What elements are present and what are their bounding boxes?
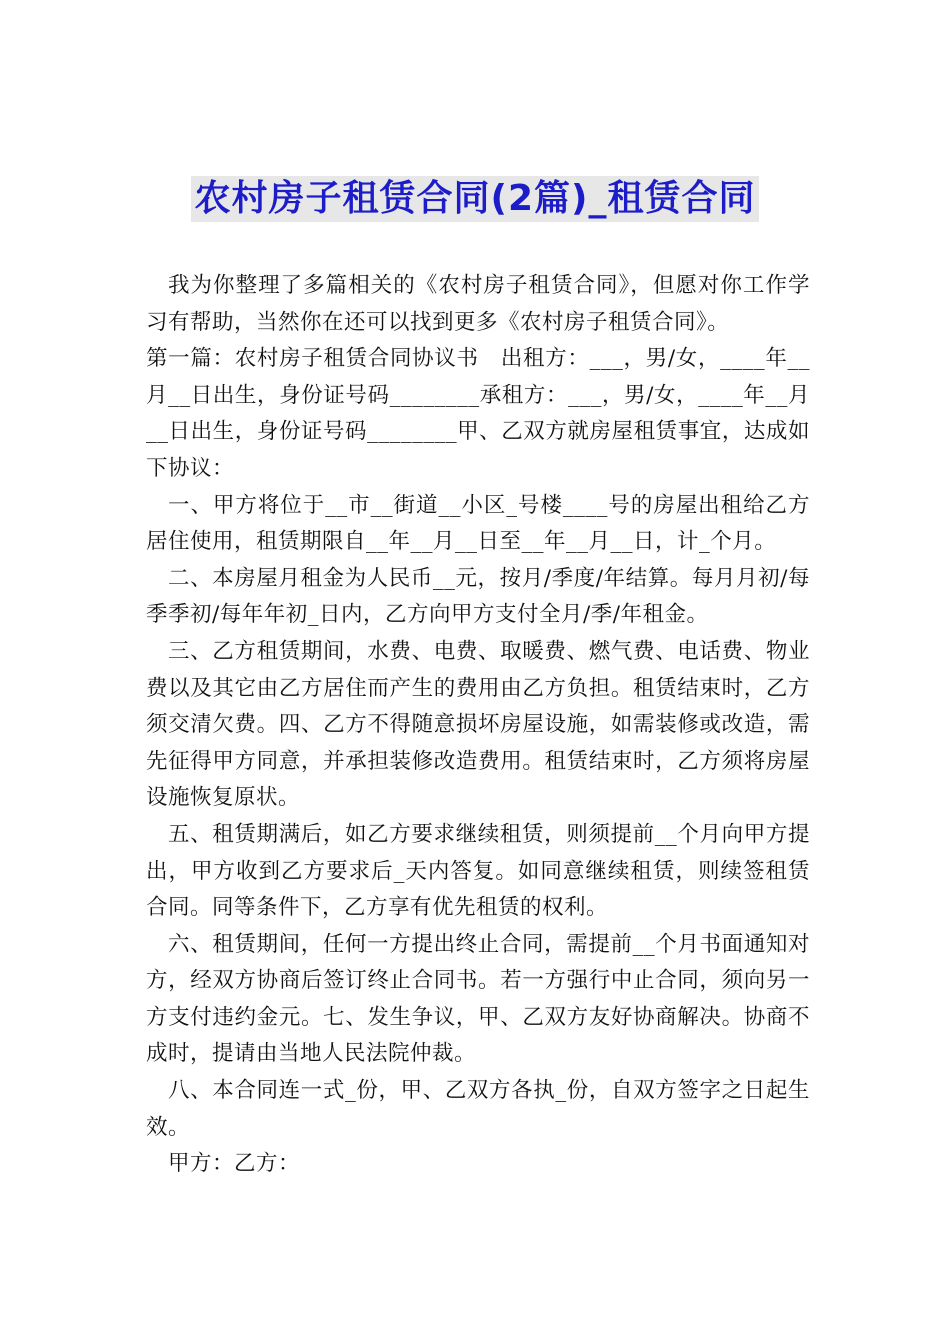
clause-eight-paragraph: 八、本合同连一式_份，甲、乙双方各执_份，自双方签字之日起生效。 bbox=[146, 1078, 810, 1140]
title-container bbox=[0, 176, 950, 222]
clause-two-paragraph: 二、本房屋月租金为人民币__元，按月/季度/年结算。每月月初/每季季初/每年年初_日内，乙方向甲方支付全月/季/年租金。 bbox=[146, 565, 810, 628]
intro-paragraph: 我为你整理了多篇相关的《农村房子租赁合同》，但愿对你工作学习有帮助，当然你在还可以找到更多《农村房子租赁合同》。 bbox=[146, 273, 810, 335]
clause-six-seven-paragraph: 六、租赁期间，任何一方提出终止合同，需提前__个月书面通知对方，经双方协商后签订终止合同书。若一方强行中止合同，须向另一方支付违约金元。七、发生争议，甲、乙双方友好协商解决。协商不成时，提请由当地人民法院仲裁。 bbox=[146, 931, 810, 1067]
section-one-header-paragraph: 第一篇：农村房子租赁合同协议书 出租方：___，男/女，____年__月__日出生，身份证号码________承租方：___，男/女，____年__月__日出生，身份证号码________甲、乙双方就房屋租赁事宜，达成如下协议： bbox=[146, 346, 810, 481]
signature-line: 甲方：乙方： bbox=[168, 1151, 301, 1177]
document-body bbox=[146, 268, 810, 1183]
document-title: 农村房子租赁合同(2篇)_租赁合同 bbox=[191, 176, 760, 222]
clause-three-four-paragraph: 三、乙方租赁期间，水费、电费、取暖费、燃气费、电话费、物业费以及其它由乙方居住而产生的费用由乙方负担。租赁结束时，乙方须交清欠费。四、乙方不得随意损坏房屋设施，如需装修或改造，需先征得甲方同意，并承担装修改造费用。租赁结束时，乙方须将房屋设施恢复原状。 bbox=[146, 638, 810, 811]
clause-one-paragraph: 一、甲方将位于__市__街道__小区_号楼____号的房屋出租给乙方居住使用，租赁期限自__年__月__日至__年__月__日，计_个月。 bbox=[146, 492, 810, 555]
clause-five-paragraph: 五、租赁期满后，如乙方要求继续租赁，则须提前__个月向甲方提出，甲方收到乙方要求后_天内答复。如同意继续租赁，则续签租赁合同。同等条件下，乙方享有优先租赁的权利。 bbox=[146, 821, 810, 921]
